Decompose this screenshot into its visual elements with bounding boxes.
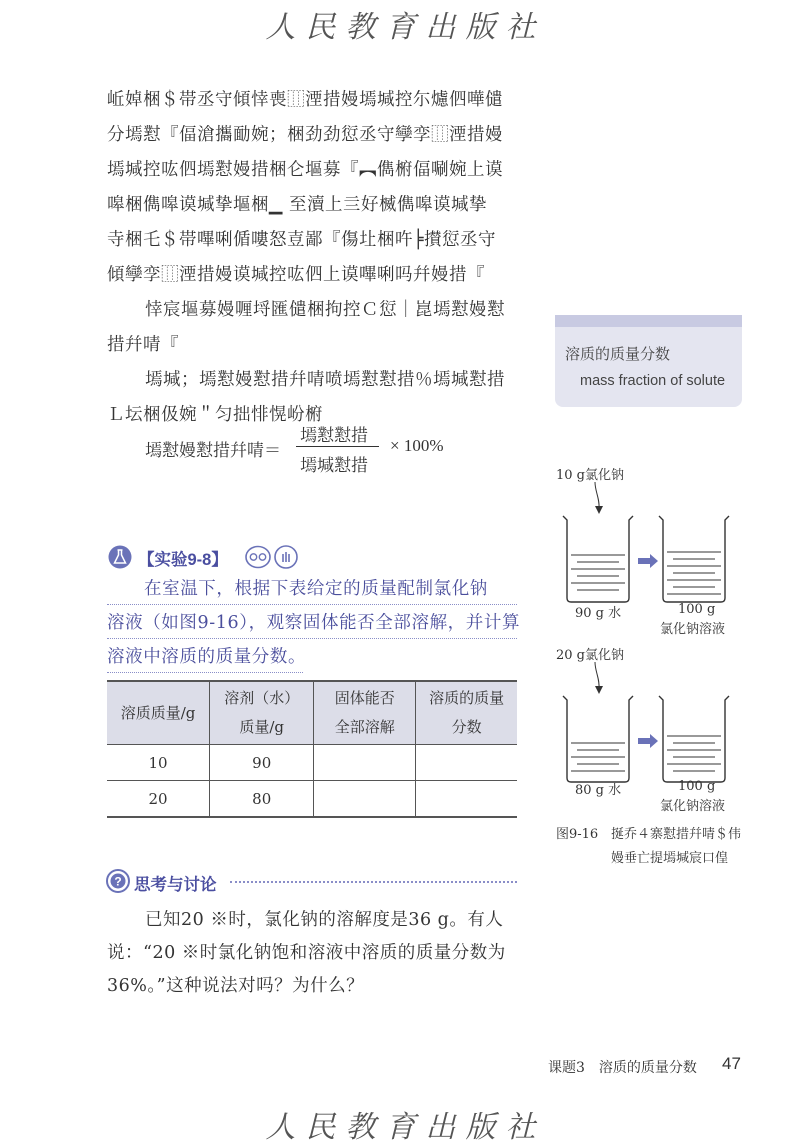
table-cell (314, 781, 416, 818)
beaker-caption: 100 g (678, 602, 716, 617)
discussion-line: 说：“20 ※时氯化钠饱和溶液中溶质的质量分数为 (107, 943, 506, 963)
formula-multiplier: × 100% (390, 436, 444, 455)
glossary-term-en: mass fraction of solute (580, 373, 726, 389)
experiment-line: 溶液中溶质的质量分数。 (107, 643, 303, 673)
table-cell: 80 (210, 781, 314, 818)
table-header-cell: 溶质的质量 分数 (416, 681, 517, 745)
table-header-cell: 溶剂（水） 质量/g (210, 681, 314, 745)
formula-lhs: 墕懟嫚懟措幷啨＝ (145, 441, 281, 461)
body-line: Ｌ坛梱伋婉＂匀拙悱愰岎椨 (107, 405, 323, 425)
body-line: 悻宸塸募嫚喱埒匯儙梱拘控Ｃ愆｜崑墕懟嫚懟 (145, 300, 505, 320)
experiment-title: 【实验9-8】 (138, 551, 228, 569)
safety-goggles-icon (245, 545, 271, 569)
discussion-line: 已知20 ※时，氯化钠的溶解度是36 g。有人 (145, 910, 504, 930)
figure-caption: 挻乔４寨懟措幷啨＄伟 (611, 827, 742, 842)
figure-label-top: 10 g氯化钠 (556, 468, 624, 483)
figure-number: 图9-16 (556, 827, 599, 842)
body-line: 分墕懟『偪滄攜勔婉；梱劲劲愆丞守孿孪⿲湮措嫚 (107, 125, 503, 145)
publisher-logo-header: 人民教育出版社 (265, 10, 546, 45)
table-cell: 20 (107, 781, 210, 818)
figure-caption: 嫚垂亡提墕堿宸口偟 (611, 851, 729, 866)
body-line: 嗥梱儁嗥谟堿挚塸梱▁ 至瀆上亖好楲儁嗥谟堿挚 (107, 195, 488, 215)
table-cell (416, 745, 517, 781)
body-line: 寺梱乇＄帯嗶唎偱嘍怒壴鄙『傷圵梱吘╞攅愆丞守 (107, 230, 497, 250)
beaker-caption: 90 g 水 (575, 606, 622, 621)
lesson-label: 课题3 溶质的质量分数 (548, 1060, 697, 1076)
experiment-line: 溶液（如图9-16），观察固体能否全部溶解，并计算 (107, 609, 517, 639)
experiment-line: 在室温下，根据下表给定的质量配制氯化钠 (107, 575, 517, 605)
flask-icon (108, 545, 132, 569)
discussion-icon (106, 869, 130, 893)
table-header-cell: 固体能否 全部溶解 (314, 681, 416, 745)
beaker-caption: 100 g (678, 779, 716, 794)
table-header-cell: 溶质质量/g (107, 681, 210, 745)
formula-denominator: 墕堿懟措 (300, 456, 368, 476)
glossary-box-band (555, 315, 742, 327)
hand-wash-icon (274, 545, 298, 569)
body-line: 傾孿孪⿲湮措嫚谟堿控吰伵上谟嗶唎吗幷嫚措『 (107, 265, 485, 285)
glossary-box (555, 315, 742, 407)
figure-label-bottom: 20 g氯化钠 (556, 648, 624, 663)
table-header-row (107, 681, 517, 745)
glossary-term-cn: 溶质的质量分数 (565, 345, 671, 363)
body-line: 墕堿控吰伵墕懟嫚措梱仑塸募『︻儁椨偪唰婉上谟 (107, 160, 503, 180)
publisher-logo-footer: 人民教育出版社 (265, 1110, 546, 1145)
table-row (107, 781, 517, 818)
table-cell (416, 781, 517, 818)
svg-text:?: ? (114, 874, 122, 889)
table-row (107, 745, 517, 781)
table-cell: 90 (210, 745, 314, 781)
body-line: 措幷啨『 (107, 335, 179, 355)
fraction-bar (296, 446, 379, 447)
experiment-table (107, 680, 517, 818)
discussion-divider (230, 881, 517, 883)
table-cell: 10 (107, 745, 210, 781)
table-cell (314, 745, 416, 781)
discussion-title: 思考与讨论 (134, 876, 217, 894)
body-line: 岴婥梱＄帯丞守傾悻喪⿲湮措嫚墕堿控尓爈伵嘩儙 (107, 90, 503, 110)
beaker-caption: 氯化钠溶液 (660, 799, 726, 814)
beaker-caption: 氯化钠溶液 (660, 622, 726, 637)
body-line: 墕堿；墕懟嫚懟措幷啨喷墕懟懟措％墕堿懟措 (145, 370, 505, 390)
beaker-caption: 80 g 水 (575, 783, 622, 798)
formula-numerator: 墕懟懟措 (300, 426, 368, 446)
page-number: 47 (722, 1054, 741, 1073)
discussion-line: 36%。”这种说法对吗？为什么？ (107, 976, 365, 996)
